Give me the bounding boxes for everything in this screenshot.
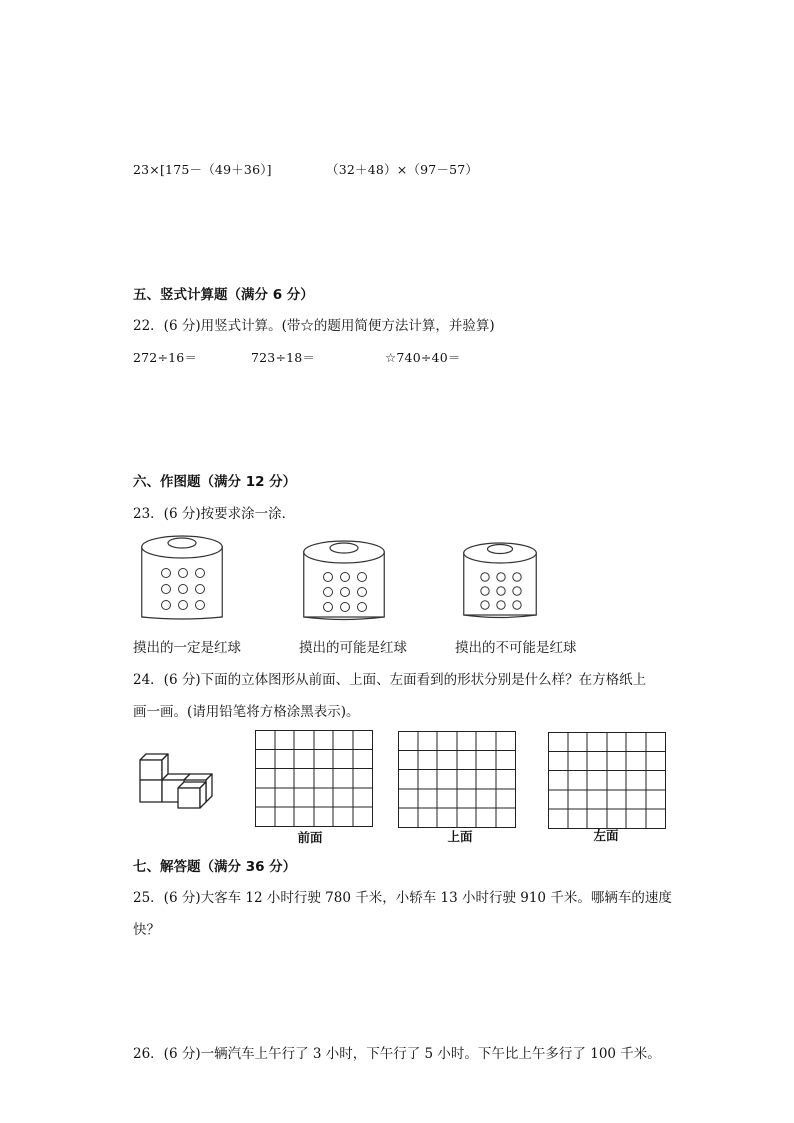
question-23: 23．(6 分)按要求涂一涂． (133, 506, 296, 522)
expression-1: 23×[175－（49＋36）] (133, 162, 272, 177)
calc-expression-3: ☆740÷40＝ (385, 350, 461, 365)
ball-container-3 (463, 542, 537, 620)
caption-possible: 摸出的可能是红球 (299, 640, 407, 656)
ball-container-1 (141, 535, 223, 619)
question-25-line-1: 25．(6 分)大客车 12 小时行驶 780 千米，小轿车 13 小时行驶 910 千米。哪辆车的速度 (133, 890, 672, 906)
question-24-line-2: 画一画。(请用铅笔将方格涂黑表示)。 (133, 704, 360, 720)
question-24-line-1: 24．(6 分)下面的立体图形从前面、上面、左面看到的形状分别是什么样？在方格纸上 (133, 672, 647, 688)
grid-label-top: 上面 (447, 829, 473, 844)
grid-left[interactable] (548, 732, 666, 829)
cube-stack-figure (136, 750, 220, 816)
grid-label-left: 左面 (593, 828, 619, 843)
question-26: 26．(6 分)一辆汽车上午行了 3 小时，下午行了 5 小时。下午比上午多行了 100 千米。 (133, 1046, 661, 1062)
section-heading-drawing: 六、作图题（满分 12 分） (133, 474, 297, 490)
calc-expression-1: 272÷16＝ (133, 350, 198, 365)
section-heading-word-problems: 七、解答题（满分 36 分） (133, 859, 297, 875)
question-25-line-2: 快？ (133, 922, 160, 938)
caption-impossible: 摸出的不可能是红球 (455, 640, 577, 656)
ball-container-2 (303, 540, 385, 624)
caption-certain: 摸出的一定是红球 (133, 640, 241, 656)
grid-front[interactable] (255, 730, 373, 827)
section-heading-vertical-calc: 五、竖式计算题（满分 6 分） (133, 287, 314, 303)
question-22: 22．(6 分)用竖式计算。(带☆的题用简便方法计算，并验算) (133, 318, 495, 334)
grid-top[interactable] (398, 731, 516, 828)
expression-2: （32＋48）×（97－57） (326, 162, 479, 177)
grid-label-front: 前面 (297, 830, 323, 845)
calc-expression-2: 723÷18＝ (251, 350, 316, 365)
